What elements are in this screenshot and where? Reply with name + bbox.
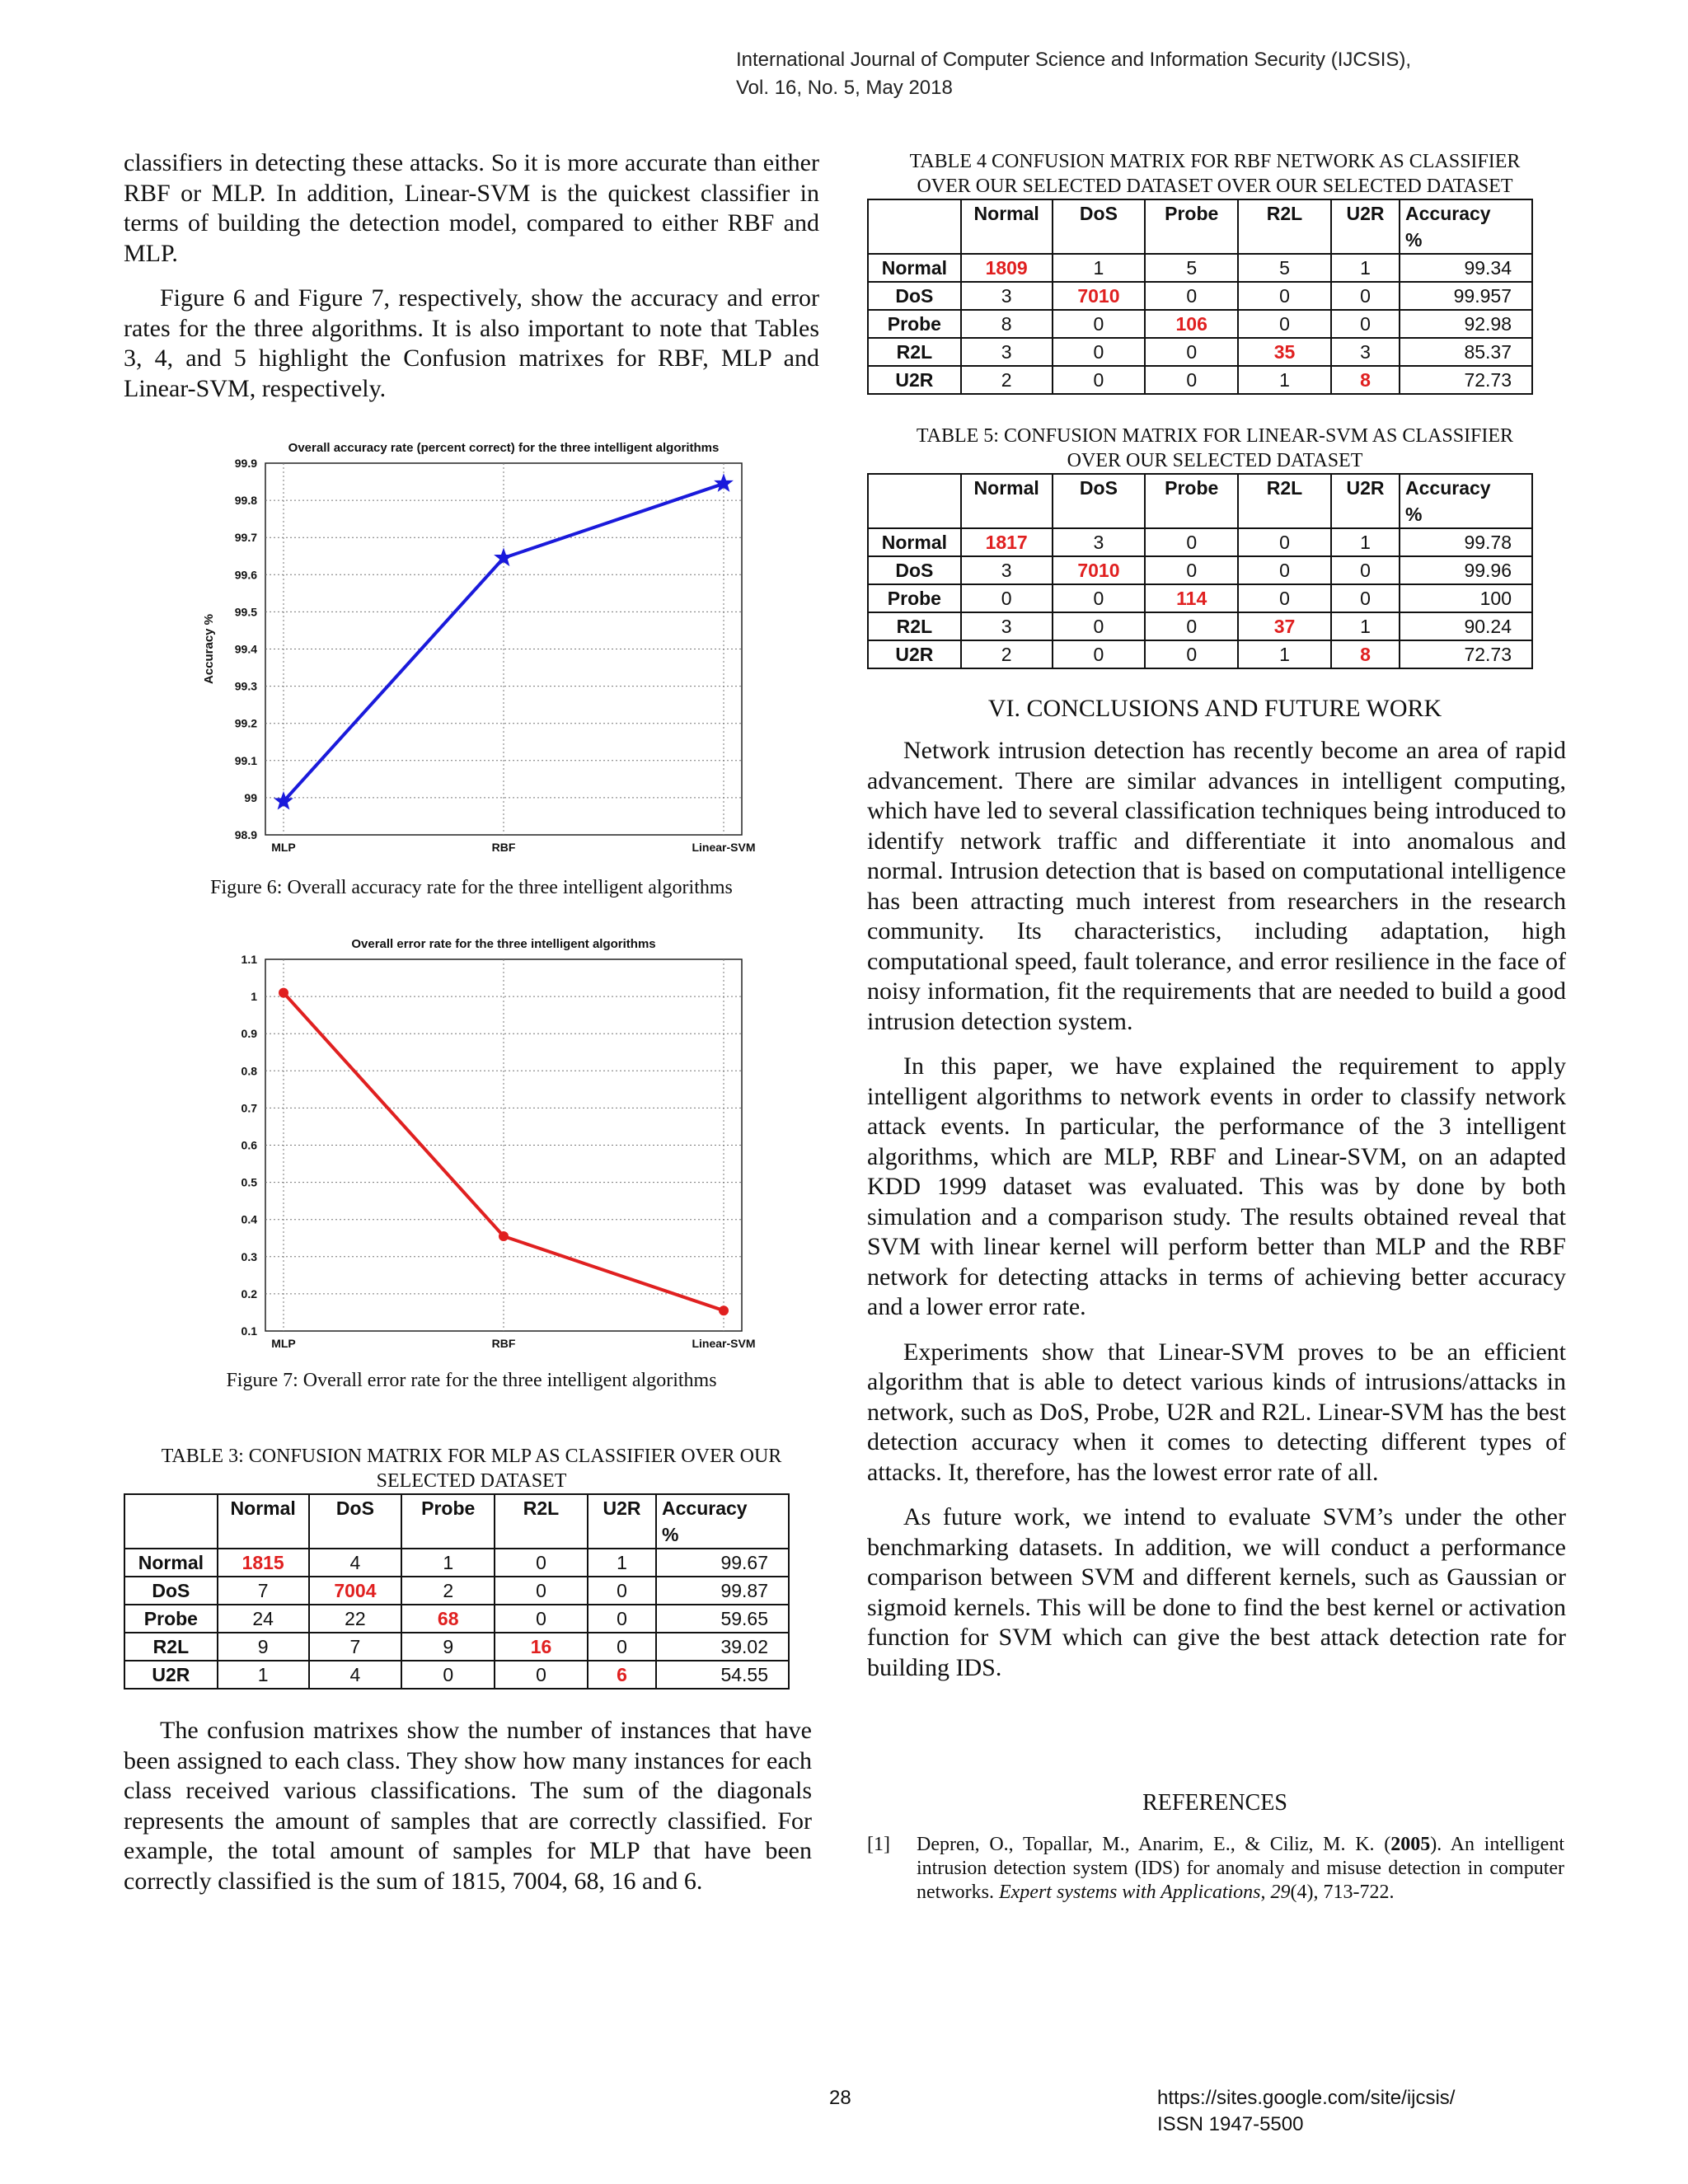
- paragraph-conclusion-2: In this paper, we have explained the requirement to apply intelligent algorithms to network events in order to classify network attack events. In particular, the performance of the 3 intelligent algorithms, which are MLP, RBF and Linear-SVM, on an adapted KDD 1999 dataset was evaluated. This was by done by both simulation and a comparison study. The results obtained reveal that SVM with linear kernel will perform better than MLP and the RBF network for detecting attacks in terms of achieving better accuracy and a lower error rate.: [867, 1052, 1566, 1320]
- column-header: Probe: [1145, 199, 1238, 254]
- column-header: U2R: [588, 1494, 656, 1549]
- table-row: [868, 640, 1532, 668]
- table-row: [868, 282, 1532, 310]
- table-4-caption-line2: OVER OUR SELECTED DATASET OVER OUR SELECTED DATASET: [917, 176, 1513, 197]
- table-cell: 0: [1053, 612, 1146, 640]
- table-cell: 72.73: [1400, 640, 1532, 668]
- x-tick-label: Linear-SVM: [692, 1337, 756, 1350]
- chart-title: Overall accuracy rate (percent correct) for the three intelligent algorithms: [288, 441, 720, 455]
- table-cell: 0: [588, 1577, 656, 1605]
- table-cell: 0: [1053, 584, 1146, 612]
- left-column-bottom: [124, 1716, 812, 1911]
- paragraph-classifiers: classifiers in detecting these attacks. So it is more accurate than either RBF or MLP. In addition, Linear-SVM is the quickest classifier in terms of building the detection model, compared to either RBF and MLP.: [124, 149, 819, 267]
- table-row: [868, 528, 1532, 556]
- y-tick-label: 99.9: [234, 457, 257, 470]
- table-cell: 85.37: [1400, 338, 1532, 366]
- table-cell: 5: [1238, 254, 1331, 282]
- table-cell: 9: [401, 1633, 495, 1661]
- table-cell: 0: [1053, 366, 1146, 394]
- table-cell: 1: [401, 1549, 495, 1577]
- journal-name: International Journal of Computer Science and Information Security (IJCSIS),: [736, 49, 1412, 71]
- section-title-conclusions: VI. CONCLUSIONS AND FUTURE WORK: [987, 695, 1442, 722]
- row-label: U2R: [868, 366, 961, 394]
- table-cell: 0: [1331, 282, 1400, 310]
- column-header: Normal: [218, 1494, 309, 1549]
- figure-7-error-chart: [190, 925, 767, 1370]
- table-cell: 0: [1145, 640, 1238, 668]
- column-header: Accuracy %: [1400, 474, 1532, 528]
- table-cell: 8: [1331, 640, 1400, 668]
- row-label: Normal: [868, 528, 961, 556]
- table-row: [868, 556, 1532, 584]
- y-tick-label: 99: [244, 790, 257, 804]
- corner-cell: [868, 199, 961, 254]
- column-header: Accuracy %: [656, 1494, 789, 1549]
- y-tick-label: 99.6: [234, 568, 257, 582]
- data-point: [499, 1231, 509, 1241]
- reference-1-number: [1]: [867, 1834, 890, 1855]
- table-cell: 99.78: [1400, 528, 1532, 556]
- table-cell: 0: [1238, 584, 1331, 612]
- table-cell: 1817: [961, 528, 1053, 556]
- table-cell: 99.87: [656, 1577, 789, 1605]
- table-cell: 0: [1145, 556, 1238, 584]
- row-label: U2R: [124, 1661, 218, 1689]
- table-cell: 1809: [961, 254, 1053, 282]
- table-cell: 0: [1238, 556, 1331, 584]
- footer-info: [1157, 2085, 1455, 2138]
- y-tick-label: 1.1: [241, 953, 257, 966]
- table-cell: 3: [961, 338, 1053, 366]
- chart-title: Overall error rate for the three intelligent algorithms: [351, 937, 656, 951]
- table-cell: 1: [1238, 366, 1331, 394]
- table-cell: 8: [1331, 366, 1400, 394]
- y-tick-label: 0.9: [241, 1027, 257, 1041]
- reference-1-year: 2005: [1390, 1834, 1431, 1855]
- table-cell: 1: [1053, 254, 1146, 282]
- reference-1: Depren, O., Topallar, M., Anarim, E., & Ciliz, M. K. (2005). An intelligent intrusion detection system (IDS) for anomaly and misuse detection in computer networks. Expert systems with Applications, 29(4), 713-722.: [917, 1834, 1564, 1903]
- paragraph-confusion-explained: The confusion matrixes show the number of instances that have been assigned to each class. They show how many instances for each class received various classifications. The sum of the diagonals represents the amount of samples that are correctly classified. For example, the total amount of samples for MLP that have been correctly classified is the sum of 1815, 7004, 68, 16 and 6.: [124, 1717, 812, 1895]
- y-axis-label: Accuracy %: [202, 613, 216, 685]
- y-tick-label: 99.5: [234, 605, 257, 619]
- table-cell: 100: [1400, 584, 1532, 612]
- column-header: DoS: [1053, 474, 1146, 528]
- figure-6-accuracy-chart: [190, 429, 767, 874]
- right-column-text: [867, 736, 1566, 1698]
- table-cell: 0: [961, 584, 1053, 612]
- corner-cell: [124, 1494, 218, 1549]
- table-5-caption: [867, 424, 1563, 473]
- table-cell: 0: [1238, 310, 1331, 338]
- table-4-caption: [867, 149, 1563, 199]
- table-5-linear-svm-confusion-matrix: [867, 473, 1533, 669]
- table-5-caption-line2: OVER OUR SELECTED DATASET: [1067, 450, 1363, 471]
- column-header: U2R: [1331, 474, 1400, 528]
- table-cell: 0: [588, 1605, 656, 1633]
- table-row: [124, 1549, 789, 1577]
- y-tick-label: 0.7: [241, 1101, 257, 1115]
- reference-1-title: ). An intelligent intrusion detection system (IDS) for anomaly and misuse detection in computer networks.: [917, 1834, 1564, 1903]
- table-row: [868, 612, 1532, 640]
- figure-7-caption: Figure 7: Overall error rate for the three intelligent algorithms: [226, 1370, 717, 1391]
- column-header: Probe: [1145, 474, 1238, 528]
- journal-volume: Vol. 16, No. 5, May 2018: [736, 77, 953, 99]
- column-header: R2L: [495, 1494, 588, 1549]
- table-cell: 1: [218, 1661, 309, 1689]
- table-cell: 1: [1331, 612, 1400, 640]
- table-row: [124, 1577, 789, 1605]
- references-title: REFERENCES: [1142, 1790, 1287, 1816]
- table-cell: 3: [1331, 338, 1400, 366]
- table-cell: 0: [588, 1633, 656, 1661]
- table-cell: 2: [961, 640, 1053, 668]
- table-cell: 0: [1331, 310, 1400, 338]
- reference-1-pages: (4), 713-722.: [1290, 1882, 1395, 1903]
- row-label: DoS: [868, 556, 961, 584]
- data-point: [719, 1305, 729, 1315]
- y-tick-label: 0.8: [241, 1064, 257, 1078]
- table-cell: 72.73: [1400, 366, 1532, 394]
- row-label: Probe: [868, 310, 961, 338]
- paragraph-conclusion-1: Network intrusion detection has recently become an area of rapid advancement. There are similar advances in intelligent computing, which have led to several classification techniques being introduced to identify network traffic and differentiate it into anomalous and normal. Intrusion detection that is based on computational intelligence has been attracting much interest from researchers in the research community. Its characteristics, including adaptation, high computational speed, fault tolerance, and error resilience in the face of noisy information, fit the requirements that are needed to build a good intrusion detection system.: [867, 737, 1566, 1035]
- table-cell: 0: [495, 1605, 588, 1633]
- table-cell: 8: [961, 310, 1053, 338]
- reference-1-journal: Expert systems with Applications: [998, 1882, 1261, 1903]
- y-tick-label: 0.2: [241, 1286, 257, 1301]
- table-cell: 9: [218, 1633, 309, 1661]
- table-cell: 2: [401, 1577, 495, 1605]
- y-tick-label: 99.4: [234, 642, 257, 656]
- table-cell: 99.67: [656, 1549, 789, 1577]
- table-cell: 0: [1238, 528, 1331, 556]
- y-tick-label: 99.1: [234, 753, 257, 767]
- column-header: DoS: [1053, 199, 1146, 254]
- table-cell: 0: [495, 1577, 588, 1605]
- table-row: [868, 584, 1532, 612]
- table-3-caption-line1: TABLE 3: CONFUSION MATRIX FOR MLP AS CLASSIFIER OVER OUR: [161, 1446, 782, 1467]
- row-label: R2L: [124, 1633, 218, 1661]
- table-row: [868, 366, 1532, 394]
- table-cell: 99.957: [1400, 282, 1532, 310]
- table-row: [124, 1605, 789, 1633]
- x-tick-label: RBF: [491, 1337, 516, 1350]
- figure-6-caption: Figure 6: Overall accuracy rate for the three intelligent algorithms: [210, 877, 733, 898]
- table-row: [124, 1661, 789, 1689]
- y-tick-label: 99.8: [234, 494, 257, 508]
- table-cell: 7010: [1053, 282, 1146, 310]
- table-cell: 0: [1238, 282, 1331, 310]
- row-label: Normal: [868, 254, 961, 282]
- y-tick-label: 0.1: [241, 1324, 257, 1338]
- table-cell: 106: [1145, 310, 1238, 338]
- y-tick-label: 99.3: [234, 679, 257, 693]
- table-cell: 0: [1053, 338, 1146, 366]
- table-cell: 114: [1145, 584, 1238, 612]
- row-label: Normal: [124, 1549, 218, 1577]
- table-cell: 99.96: [1400, 556, 1532, 584]
- table-cell: 4: [309, 1661, 402, 1689]
- table-cell: 7: [218, 1577, 309, 1605]
- column-header: U2R: [1331, 199, 1400, 254]
- table-cell: 35: [1238, 338, 1331, 366]
- table-cell: 3: [961, 282, 1053, 310]
- y-tick-label: 99.2: [234, 716, 257, 730]
- table-cell: 4: [309, 1549, 402, 1577]
- column-header: Probe: [401, 1494, 495, 1549]
- table-cell: 0: [1053, 640, 1146, 668]
- row-label: R2L: [868, 338, 961, 366]
- column-header: Normal: [961, 474, 1053, 528]
- table-3-caption-line2: SELECTED DATASET: [376, 1470, 567, 1492]
- table-cell: 0: [401, 1661, 495, 1689]
- y-tick-label: 99.7: [234, 531, 257, 545]
- column-header: R2L: [1238, 199, 1331, 254]
- table-row: [868, 338, 1532, 366]
- table-cell: 1: [1331, 254, 1400, 282]
- table-cell: 3: [961, 556, 1053, 584]
- table-cell: 0: [1145, 528, 1238, 556]
- x-tick-label: Linear-SVM: [692, 841, 756, 854]
- row-label: Probe: [868, 584, 961, 612]
- table-3-caption: [124, 1444, 819, 1493]
- corner-cell: [868, 474, 961, 528]
- table-row: [124, 1633, 789, 1661]
- paragraph-figures-intro: Figure 6 and Figure 7, respectively, show the accuracy and error rates for the three algorithms. It is also important to note that Tables 3, 4, and 5 highlight the Confusion matrixes for RBF, MLP and Linear-SVM, respectively.: [124, 284, 819, 402]
- x-tick-label: MLP: [271, 841, 296, 854]
- table-cell: 0: [1331, 556, 1400, 584]
- table-row: [868, 310, 1532, 338]
- table-cell: 37: [1238, 612, 1331, 640]
- table-cell: 0: [1331, 584, 1400, 612]
- column-header: DoS: [309, 1494, 402, 1549]
- table-cell: 5: [1145, 254, 1238, 282]
- table-cell: 7004: [309, 1577, 402, 1605]
- table-cell: 90.24: [1400, 612, 1532, 640]
- table-cell: 0: [495, 1661, 588, 1689]
- table-cell: 99.34: [1400, 254, 1532, 282]
- y-tick-label: 0.3: [241, 1249, 257, 1263]
- paragraph-conclusion-3: Experiments show that Linear-SVM proves to be an efficient algorithm that is able to detect various kinds of intrusions/attacks in network, such as DoS, Probe, U2R and R2L. Linear-SVM has the best detection accuracy when it comes to detecting different types of attacks. It, therefore, has the lowest error rate of all.: [867, 1338, 1566, 1486]
- y-tick-label: 0.6: [241, 1138, 257, 1152]
- y-tick-label: 1: [251, 990, 257, 1004]
- table-cell: 7010: [1053, 556, 1146, 584]
- reference-1-volume: 29: [1270, 1882, 1291, 1903]
- left-column-top: [124, 148, 819, 419]
- table-cell: 39.02: [656, 1633, 789, 1661]
- table-cell: 22: [309, 1605, 402, 1633]
- table-cell: 0: [1145, 338, 1238, 366]
- y-tick-label: 0.5: [241, 1175, 257, 1189]
- table-cell: 0: [1145, 282, 1238, 310]
- footer-issn: ISSN 1947-5500: [1157, 2113, 1304, 2135]
- table-4-caption-line1: TABLE 4 CONFUSION MATRIX FOR RBF NETWORK AS CLASSIFIER: [909, 151, 1521, 172]
- table-cell: 54.55: [656, 1661, 789, 1689]
- table-cell: 68: [401, 1605, 495, 1633]
- row-label: DoS: [868, 282, 961, 310]
- paragraph-future-work: As future work, we intend to evaluate SVM’s under the other benchmarking datasets. In addition, we will conduct a performance comparison between SVM and different kernels, such as Gaussian or sigmoid kernels. This will be done to find the best kernel or activation function for SVM which can give the best attack detection rate for building IDS.: [867, 1503, 1566, 1681]
- table-cell: 0: [1145, 366, 1238, 394]
- y-tick-label: 0.4: [241, 1212, 257, 1226]
- row-label: R2L: [868, 612, 961, 640]
- table-cell: 6: [588, 1661, 656, 1689]
- table-cell: 0: [495, 1549, 588, 1577]
- table-cell: 92.98: [1400, 310, 1532, 338]
- table-cell: 2: [961, 366, 1053, 394]
- x-tick-label: RBF: [491, 841, 516, 854]
- row-label: Probe: [124, 1605, 218, 1633]
- row-label: U2R: [868, 640, 961, 668]
- table-cell: 1: [1331, 528, 1400, 556]
- table-cell: 1: [1238, 640, 1331, 668]
- y-tick-label: 98.9: [234, 828, 257, 841]
- reference-1-authors: Depren, O., Topallar, M., Anarim, E., & Ciliz, M. K. (: [917, 1834, 1391, 1855]
- journal-header: [736, 46, 1411, 102]
- column-header: Accuracy %: [1400, 199, 1532, 254]
- table-cell: 24: [218, 1605, 309, 1633]
- table-cell: 1815: [218, 1549, 309, 1577]
- data-point: [279, 988, 288, 998]
- table-cell: 1: [588, 1549, 656, 1577]
- footer-url: https://sites.google.com/site/ijcsis/: [1157, 2087, 1456, 2109]
- table-4-rbf-confusion-matrix: [867, 199, 1533, 395]
- table-cell: 7: [309, 1633, 402, 1661]
- column-header: R2L: [1238, 474, 1331, 528]
- table-cell: 3: [961, 612, 1053, 640]
- column-header: Normal: [961, 199, 1053, 254]
- table-5-caption-line1: TABLE 5: CONFUSION MATRIX FOR LINEAR-SVM AS CLASSIFIER: [916, 425, 1514, 447]
- page-number: 28: [829, 2087, 851, 2109]
- row-label: DoS: [124, 1577, 218, 1605]
- table-3-mlp-confusion-matrix: [124, 1493, 790, 1690]
- table-cell: 0: [1145, 612, 1238, 640]
- table-cell: 0: [1053, 310, 1146, 338]
- table-row: [868, 254, 1532, 282]
- table-cell: 3: [1053, 528, 1146, 556]
- table-cell: 16: [495, 1633, 588, 1661]
- x-tick-label: MLP: [271, 1337, 296, 1350]
- table-cell: 59.65: [656, 1605, 789, 1633]
